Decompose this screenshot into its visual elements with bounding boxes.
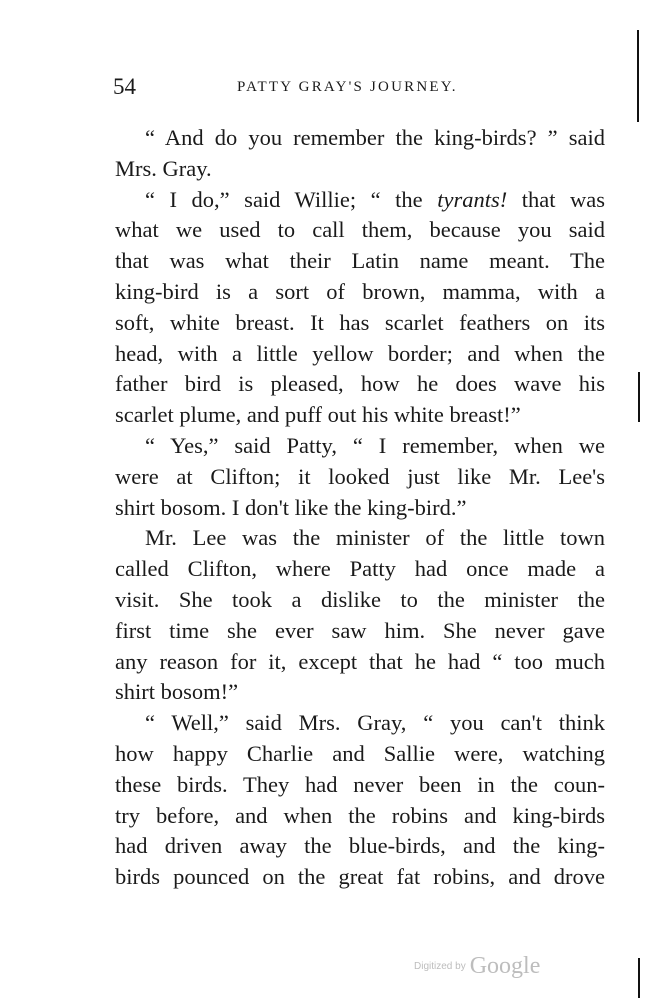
text-line: “ I do,” said Willie; “ the tyrants! that was	[145, 186, 605, 212]
scan-edge-mark-middle	[638, 372, 640, 422]
text-line: Mr. Lee was the minister of the little town	[145, 525, 605, 551]
text-line: father bird is pleased, how he does wave his	[115, 371, 605, 397]
text-line: “ Well,” said Mrs. Gray, “ you can't think	[145, 710, 605, 736]
text-line: had driven away the blue-birds, and the king-	[115, 833, 605, 859]
scan-edge-mark-bottom	[638, 958, 640, 998]
text-line: soft, white breast. It has scarlet feathers on its	[115, 309, 605, 335]
text-line: what we used to call them, because you said	[115, 217, 605, 243]
text-line: birds pounced on the great fat robins, and drove	[115, 864, 605, 890]
digitized-watermark	[414, 953, 540, 981]
text-line: any reason for it, except that he had “ too much	[115, 648, 605, 674]
page-text	[115, 123, 605, 893]
text-line: visit. She took a dislike to the minister the	[115, 586, 605, 612]
text-line: “ Yes,” said Patty, “ I remember, when we	[145, 432, 605, 458]
page-number: 54	[113, 74, 136, 99]
watermark-prefix: Digitized by	[414, 961, 466, 972]
text-line: “ And do you remember the king-birds? ” said	[145, 125, 605, 150]
text-line: shirt bosom. I don't like the king-bird.”	[115, 494, 467, 520]
text-line: were at Clifton; it looked just like Mr. Lee's	[115, 463, 605, 489]
text-line: shirt bosom!”	[115, 679, 239, 705]
text-line: that was what their Latin name meant. The	[115, 248, 605, 274]
text-line: try before, and when the robins and king-birds	[115, 802, 605, 828]
text-line: scarlet plume, and puff out his white breast!”	[115, 402, 521, 428]
text-line: Mrs. Gray.	[115, 155, 212, 181]
text-line: these birds. They had never been in the coun-	[115, 771, 605, 797]
running-title: PATTY GRAY'S JOURNEY.	[237, 79, 458, 95]
text-line: how happy Charlie and Sallie were, watching	[115, 740, 605, 766]
text-line: first time she ever saw him. She never gave	[115, 617, 605, 643]
watermark-brand: Google	[469, 953, 541, 979]
page-header	[113, 74, 603, 104]
text-line: king-bird is a sort of brown, mamma, with a	[115, 278, 605, 304]
scan-edge-mark-top	[637, 30, 639, 122]
text-line: head, with a little yellow border; and when the	[115, 340, 605, 366]
text-line: called Clifton, where Patty had once made a	[115, 556, 605, 582]
